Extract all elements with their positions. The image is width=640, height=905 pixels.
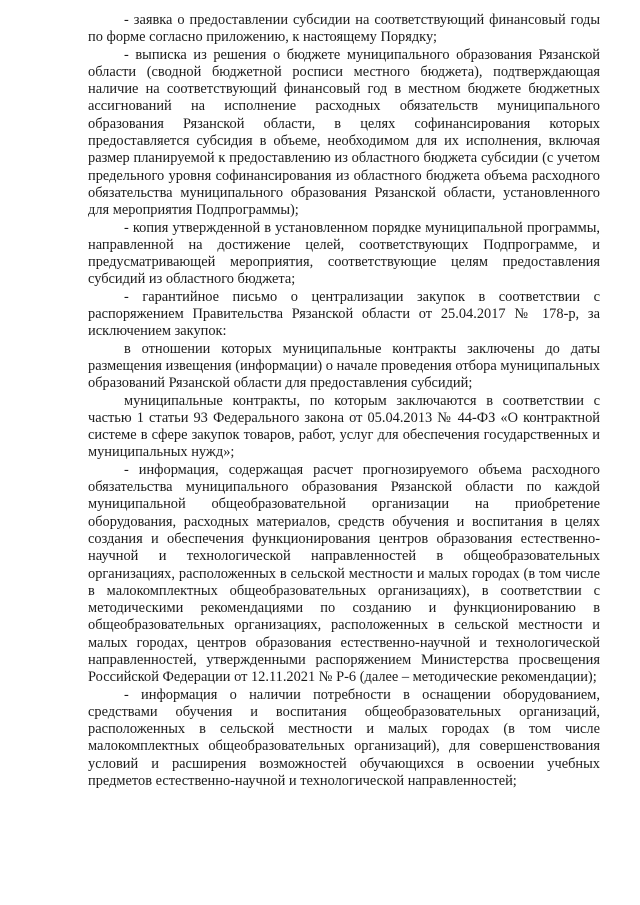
paragraph-exception-contracts-before: в отношении которых муниципальные контракты заключены до даты размещения извещения (информации) о начале проведения отбора муниципальных образований Рязанской области для предоставления субсидий; (88, 340, 600, 392)
paragraph-exception-contracts-93: муниципальные контракты, по которым заключаются в соответствии с частью 1 статьи 93 Федерального закона от 05.04.2013 № 44-ФЗ «О контрактной системе в сфере закупок товаров, работ, услуг для обеспечения государственных и муниципальных нужд»; (88, 392, 600, 461)
paragraph-guarantee-letter: - гарантийное письмо о централизации закупок в соответствии с распоряжением Правительства Рязанской области от 25.04.2017 № 178-р, за исключением закупок: (88, 288, 600, 340)
paragraph-equipment-need: - информация о наличии потребности в оснащении оборудованием, средствами обучения и воспитания общеобразовательных организаций, расположенных в сельской местности и малых городах (в том числе малокомплектных общеобразовательных организаций), для совершенствования условий и расширения возможностей обучающихся в освоении учебных предметов естественно-научной и технологической направленностей; (88, 686, 600, 790)
document-page (88, 12, 600, 790)
paragraph-application: - заявка о предоставлении субсидии на соответствующий финансовый годы по форме согласно приложению, к настоящему Порядку; (88, 12, 600, 46)
paragraph-program-copy: - копия утвержденной в установленном порядке муниципальной программы, направленной на достижение целей, соответствующих Подпрограмме, и предусматривающей мероприятия, соответствующие целям предоставления субсидий из областного бюджета; (88, 219, 600, 288)
paragraph-budget-extract: - выписка из решения о бюджете муниципального образования Рязанской области (сводной бюджетной росписи местного бюджета), подтверждающая наличие на соответствующий финансовый год в местном бюджете бюджетных ассигнований на исполнение расходных обязательств муниципального образования Рязанской области, в целях софинансирования которых предоставляется субсидия в объеме, необходимом для их исполнения, включая размер планируемой к предоставлению из областного бюджета субсидии (с учетом предельного уровня софинансирования из областного бюджета объема расходного обязательства муниципального образования Рязанской области, установленного для мероприятия Подпрограммы); (88, 46, 600, 219)
paragraph-forecast-calculation: - информация, содержащая расчет прогнозируемого объема расходного обязательства муниципального образования Рязанской области по каждой муниципальной общеобразовательной организации на приобретение оборудования, расходных материалов, средств обучения и воспитания в целях создания и обеспечения функционирования центров образования естественно-научной и технологической направленностей в общеобразовательных организациях, расположенных в сельской местности и малых городах (в том числе в малокомплектных общеобразовательных организациях), в соответствии с методическими рекомендациями по созданию и функционированию в общеобразовательных организациях, расположенных в сельской местности и малых городах, центров образования естественно-научной и технологической направленностей, утвержденными распоряжением Министерства просвещения Российской Федерации от 12.11.2021 № Р-6 (далее – методические рекомендации); (88, 461, 600, 686)
